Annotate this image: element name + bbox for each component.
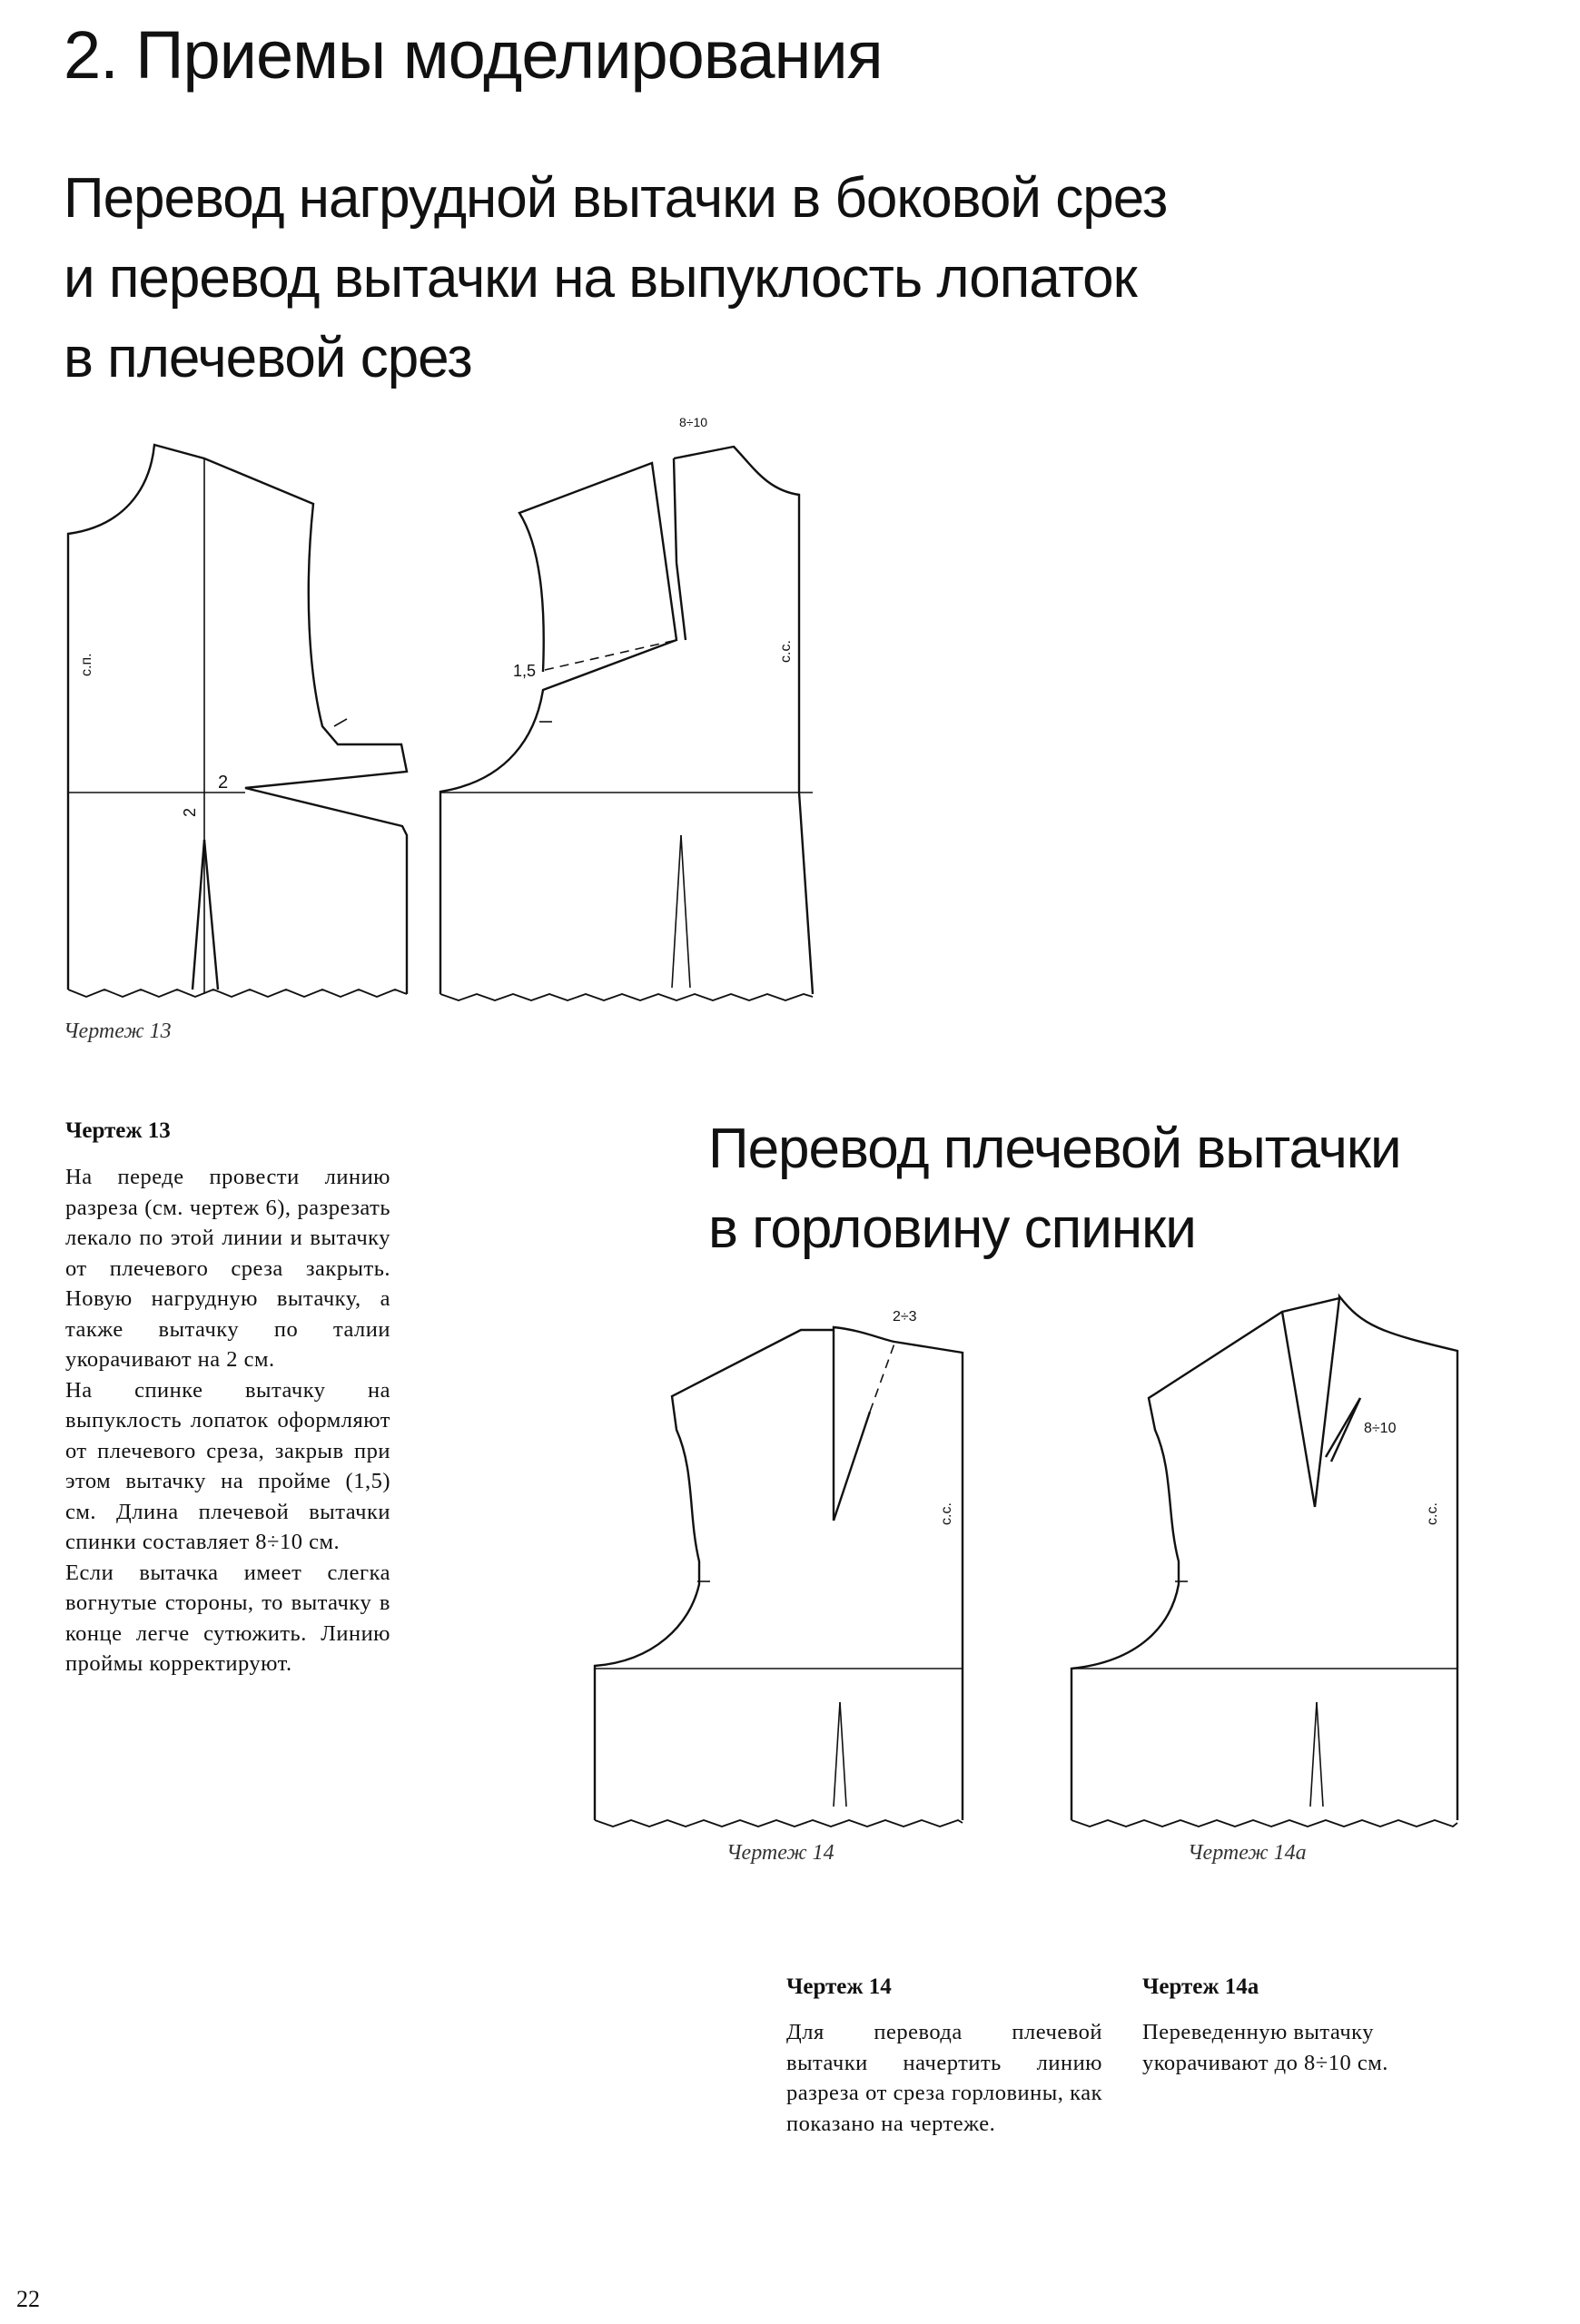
front-hem xyxy=(68,990,407,997)
back-outline-14a xyxy=(1071,1296,1457,1820)
note-14-title: Чертеж 14 xyxy=(786,1974,892,1999)
section-title-line: в плечевой срез xyxy=(64,327,472,389)
note-13-title: Чертеж 13 xyxy=(65,1118,171,1143)
back-waist-dart-right xyxy=(681,835,690,988)
back-center-label-14: с.с. xyxy=(939,1502,954,1525)
dart-label-2a: 2 xyxy=(218,773,229,793)
shoulder-dart-label: 8÷10 xyxy=(679,415,708,429)
cut-line-14 xyxy=(870,1344,894,1412)
figure-13-caption: Чертеж 13 xyxy=(64,1019,172,1043)
back-waist-dart-14-right xyxy=(840,1702,846,1807)
note-14a-title: Чертеж 14а xyxy=(1142,1974,1259,1999)
dart-14-right xyxy=(834,1412,870,1521)
back-outline-14 xyxy=(595,1327,963,1820)
shoulder-dart-right xyxy=(676,563,686,640)
back-waist-dart-14a-right xyxy=(1317,1702,1323,1807)
note-13-paragraph: На переде провести линию разреза (см. чертеж 6), разрезать лекало по этой линии и вытачку от плечевого среза закрыть. Новую нагрудную вытачку, а также вытачку по талии укорачивают на 2 см. xyxy=(65,1165,390,1372)
note-13-paragraph: На спинке вытачку на выпуклость лопаток оформляют от плечевого среза, закрыв при этом вытачку на пройме (1,5) см. Длина плечевой вытачки спинки составляет 8÷10 см. xyxy=(65,1377,390,1554)
pattern-drawing-13 xyxy=(0,0,1580,1089)
dart-14a-short-right xyxy=(1331,1398,1360,1462)
front-waist-dart-left xyxy=(193,840,204,990)
neck-label-14: 2÷3 xyxy=(893,1309,917,1324)
dart-label-14a: 8÷10 xyxy=(1364,1421,1397,1436)
figure-14a-caption: Чертеж 14а xyxy=(1188,1841,1307,1865)
front-center-label: с.п. xyxy=(79,653,94,676)
chapter-title: 2. Приемы моделирования xyxy=(64,17,883,93)
hem-14a xyxy=(1071,1820,1457,1827)
page-number: 22 xyxy=(16,2286,40,2312)
dart-14a-left xyxy=(1282,1312,1315,1507)
dart-14a-right xyxy=(1315,1298,1339,1507)
front-waist-dart-right xyxy=(204,840,218,990)
section-title-line: Перевод плечевой вытачки xyxy=(708,1118,1401,1180)
back-piece-14 xyxy=(595,1309,963,1827)
section-title-line: Перевод нагрудной вытачки в боковой срез xyxy=(64,167,1168,230)
section-title-line: в горловину спинки xyxy=(708,1197,1196,1260)
back-pattern-piece xyxy=(440,415,813,1000)
back-waist-dart-left xyxy=(672,835,681,988)
note-13-paragraph: Если вытачка имеет слегка вогнутые стороны, то вытачку в конце легче сутюжить. Линию проймы корректируют. xyxy=(65,1560,390,1676)
armhole-notch xyxy=(334,719,347,726)
armhole-dart-label: 1,5 xyxy=(513,662,537,680)
back-center-label-14a: с.с. xyxy=(1425,1502,1440,1525)
note-14-body: Для перевода плечевой вытачки начертить линию разреза от среза горловины, как показано на чертеже. xyxy=(786,2020,1102,2136)
hem-14 xyxy=(595,1820,963,1827)
back-outline-right xyxy=(674,447,813,994)
front-pattern-piece xyxy=(68,445,407,997)
back-hem xyxy=(440,994,813,1000)
back-outline xyxy=(440,463,676,994)
front-outline xyxy=(68,445,407,994)
figure-14-caption: Чертеж 14 xyxy=(726,1841,834,1865)
dart-label-2b: 2 xyxy=(181,807,199,817)
back-piece-14a xyxy=(1071,1296,1457,1827)
back-center-label-13: с.с. xyxy=(778,640,794,663)
back-waist-dart-14a-left xyxy=(1310,1702,1317,1807)
back-waist-dart-14-left xyxy=(834,1702,840,1807)
section-title-line: и перевод вытачки на выпуклость лопаток xyxy=(64,247,1137,310)
shoulder-dart-left xyxy=(674,458,676,563)
note-14a-body: Переведенную вытачку укорачивают до 8÷10 см. xyxy=(1142,2020,1388,2075)
section-title-shoulder-dart xyxy=(708,1109,1401,1269)
pattern-drawing-14 xyxy=(0,1271,1580,1852)
